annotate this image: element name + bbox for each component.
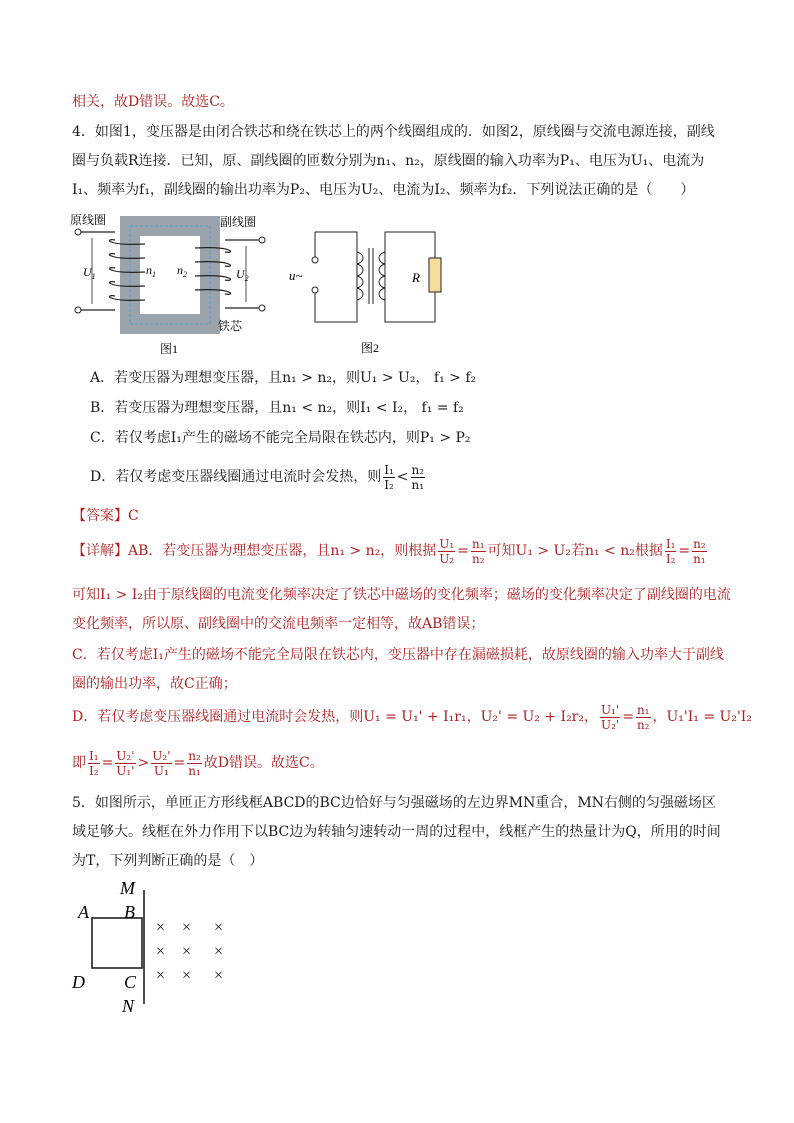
q4-stem-line1: 4．如图1，变压器是由闭合铁芯和绕在铁芯上的两个线圈组成的．如图2，原线圈与交流电源连接，副线 <box>72 124 715 140</box>
detail-ab-line1: 【详解】AB．若变压器为理想变压器，且n₁ > n₂，则根据 $\frac{\text{U₁}}{\text{U₂}}$ = $\frac{\text{n₁}}{\text{n₂}}$ 可知U₁ > U₂若n₁ < n₂根据 $\frac{\text{I₁}}{\text{I₂}}$ = $\frac{\text{n₂}}{\text{n₁}}$ <box>72 536 706 566</box>
prev-answer-tail: 相关，故D错误。故选C。 <box>72 94 234 110</box>
figure-2-caption: 图2 <box>361 341 380 355</box>
detail-d-frac-1: $\frac{\text{U₁'}}{\text{U₂'}}$ <box>600 702 620 732</box>
q5-stem-line2: 域足够大。线框在外力作用下以BC边为转轴匀速转动一周的过程中，线框产生的热量计为Q，所用的时间 <box>72 824 721 840</box>
load-resistor <box>429 258 441 292</box>
label-c: C <box>124 972 137 992</box>
figure-2-circuit <box>285 222 445 360</box>
q4-stem-line2: 圈与负载R连接．已知，原、副线圈的匝数分别为n₁、n₂，原线圈的输入功率为P₁、电压为U₁、电流为 <box>72 153 705 169</box>
label-d: D <box>72 972 85 992</box>
svg-text:×: × <box>156 967 166 984</box>
detail-c-line2: 圈的输出功率，故C正确； <box>72 676 237 692</box>
svg-text:×: × <box>156 919 166 936</box>
detail-ab-line3: 变化频率，所以原、副线圈中的交流电频率一定相等，故AB错误； <box>72 616 485 632</box>
svg-text:×: × <box>156 943 166 960</box>
option-d-text: D．若仅考虑变压器线圈通过电流时会发热，则 <box>90 469 382 485</box>
secondary-label: 副线圈 <box>220 215 257 229</box>
option-d-rel: < <box>396 469 409 485</box>
detail-c-line1: C．若仅考虑I₁产生的磁场不能完全局限在铁芯内，变压器中存在漏磁损耗，故原线圈的输入功率大于副线 <box>72 647 724 663</box>
label-b: B <box>124 902 135 922</box>
square-frame-abcd <box>92 918 142 968</box>
svg-text:×: × <box>214 943 224 960</box>
n2-label: $n_2$ <box>177 263 187 279</box>
option-d <box>90 462 427 492</box>
detail-d2-frac-1: $\frac{\text{I₁}}{\text{I₂}}$ <box>89 748 99 778</box>
source-label: u~ <box>289 268 303 283</box>
detail-ab-frac-2: $\frac{\text{n₁}}{\text{n₂}}$ <box>471 536 485 566</box>
q5-stem-line3: 为T，下列判断正确的是（ ） <box>72 853 264 869</box>
detail-d2-frac-2: $\frac{\text{U₂'}}{\text{U₁'}}$ <box>116 748 135 778</box>
detail-ab-frac-4: $\frac{\text{n₂}}{\text{n₁}}$ <box>693 536 706 566</box>
label-n: N <box>122 996 135 1016</box>
svg-text:×: × <box>182 943 192 960</box>
secondary-terminal-bottom <box>259 305 265 311</box>
detail-d-line2: 即 $\frac{\text{I₁}}{\text{I₂}}$ = $\frac{\text{U₂'}}{\text{U₁'}}$ > $\frac{\text{U₂'}}{\text{U₁}}$ = $\frac{\text{n₂}}{\text{n₁}}$ 故D错误。故选C。 <box>72 748 324 778</box>
core-label: 铁芯 <box>218 319 243 333</box>
detail-tag: 【详解】 <box>72 543 128 559</box>
primary-terminal-bottom <box>75 307 81 313</box>
figure-1-caption: 图1 <box>160 342 179 356</box>
svg-text:×: × <box>182 967 192 984</box>
svg-text:×: × <box>214 919 224 936</box>
label-m: M <box>120 878 135 898</box>
detail-d2-frac-3: $\frac{\text{U₂'}}{\text{U₁}}$ <box>152 748 171 778</box>
u1-label: $U_1$ <box>83 265 96 281</box>
option-d-frac-right: $\frac{\text{n₂}}{\text{n₁}}$ <box>411 462 425 492</box>
figure-q5-square-frame <box>70 876 250 1016</box>
svg-text:×: × <box>214 967 224 984</box>
detail-d2-frac-4: $\frac{\text{n₂}}{\text{n₁}}$ <box>188 748 201 778</box>
u2-label: $U_2$ <box>236 267 249 283</box>
secondary-terminal-top <box>259 237 265 243</box>
option-c: C．若仅考虑I₁产生的磁场不能完全局限在铁芯内，则P₁ > P₂ <box>90 430 471 446</box>
detail-ab-frac-1: $\frac{\text{U₁}}{\text{U₂}}$ <box>439 536 455 566</box>
option-d-frac-left: $\frac{\text{I₁}}{\text{I₂}}$ <box>384 462 394 492</box>
svg-text:×: × <box>182 919 192 936</box>
q5-stem-line1: 5．如图所示，单匝正方形线框ABCD的BC边恰好与匀强磁场的左边界MN重合，MN右侧的匀强磁场区 <box>72 795 716 811</box>
detail-d-line1: D．若仅考虑变压器线圈通过电流时会发热，则U₁ = U₁' + I₁r₁，U₂' = U₂ + I₂r₂， $\frac{\text{U₁'}}{\text{U₂'}}$ = $\frac{\text{n₁}}{\text{n₂}}$ ，U₁'I₁ = U₂'I₂ <box>72 702 752 732</box>
label-a: A <box>78 902 89 922</box>
detail-ab-frac-3: $\frac{\text{I₁}}{\text{I₂}}$ <box>665 536 676 566</box>
n1-label: $n_1$ <box>146 263 156 279</box>
detail-d-frac-2: $\frac{\text{n₁}}{\text{n₂}}$ <box>636 702 650 732</box>
figure-1-transformer <box>70 210 270 360</box>
option-a: A．若变压器为理想变压器，且n₁ > n₂，则U₁ > U₂， f₁ > f₂ <box>90 370 477 386</box>
load-label: R <box>412 270 420 285</box>
detail-ab-line2: 可知I₁ > I₂由于原线圈的电流变化频率决定了铁芯中磁场的变化频率；磁场的变化频率决定了副线圈的电流 <box>72 587 731 603</box>
option-b: B．若变压器为理想变压器，且n₁ < n₂，则I₁ < I₂， f₁ = f₂ <box>90 400 464 416</box>
magnetic-field-crosses <box>156 919 223 984</box>
primary-label: 原线圈 <box>70 213 107 227</box>
primary-terminal-top <box>75 229 81 235</box>
q4-stem-line3: I₁、频率为f₁，副线圈的输出功率为P₂、电压为U₂、电流为I₂、频率为f₂．下列说法正确的是（ ） <box>72 182 695 198</box>
answer-line: 【答案】C <box>72 508 139 524</box>
